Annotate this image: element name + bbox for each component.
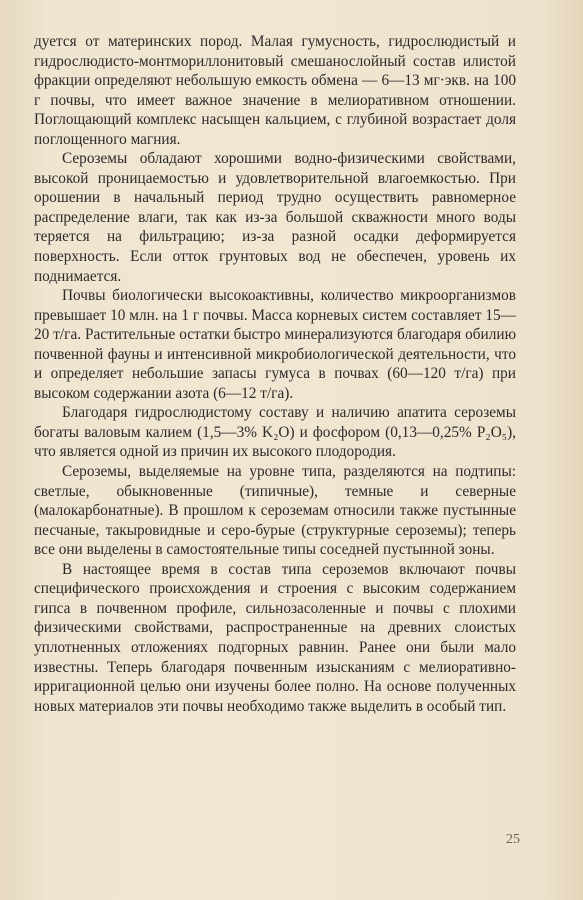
paragraph-1: дуется от материнских пород. Малая гумусность, гидрослюдистый и гидрослюдисто-монтмориллонитовый смешанослойный состав илистой фракции определяют небольшую емкость обмена — 6—13 мг·экв. на 100 г почвы, что имеет важное значение в мелиоративном отношении. Поглощающий комплекс насыщен кальцием, с глубиной возрастает доля поглощенного магния. xyxy=(34,33,516,148)
paragraph-4: Благодаря гидрослюдистому составу и наличию апатита сероземы богаты валовым калием (1,5—3% K₂O) и фосфором (0,13—0,25% P₂O₅), что является одной из причин их высокого плодородия. xyxy=(34,404,516,461)
paragraph-3: Почвы биологически высокоактивны, количество микроорганизмов превышает 10 млн. на 1 г почвы. Масса корневых систем составляет 15—20 т/га. Растительные остатки быстро минерализуются благодаря обилию почвенной фауны и интенсивной микробиологической деятельности, что и определяет небольшие запасы гумуса в почвах (60—120 т/га) при высоком содержании азота (6—12 т/га). xyxy=(34,287,516,402)
paragraph-5: Сероземы, выделяемые на уровне типа, разделяются на подтипы: светлые, обыкновенные (типичные), темные и северные (малокарбонатные). В прошлом к сероземам относили также пустынные песчаные, такыровидные и серо-бурые (структурные сероземы); теперь все они выделены в самостоятельные типы соседней пустынной зоны. xyxy=(34,463,516,559)
paragraph-6: В настоящее время в состав типа сероземов включают почвы специфического происхождения и строения с высоким содержанием гипса в почвенном профиле, сильнозасоленные и почвы с плохими физическими свойствами, распространенные на древних слоистых уплотненных отложениях подгорных равнин. Ранее они были мало известны. Теперь благодаря почвенным изысканиям с мелиоративно-ирригационной целью они изучены более полно. На основе полученных новых материалов эти почвы необходимо также выделить в особый тип. xyxy=(34,560,516,715)
paragraph-2: Сероземы обладают хорошими водно-физическими свойствами, высокой проницаемостью и удовлетворительной влагоемкостью. При орошении в начальный период трудно осуществить равномерное распределение влаги, так как из-за большой скважности много воды теряется на фильтрацию; из-за разной осадки деформируется поверхность. Если отток грунтовых вод не обеспечен, уровень их поднимается. xyxy=(34,150,516,285)
page-number: 25 xyxy=(506,832,520,847)
body-text xyxy=(34,32,516,716)
